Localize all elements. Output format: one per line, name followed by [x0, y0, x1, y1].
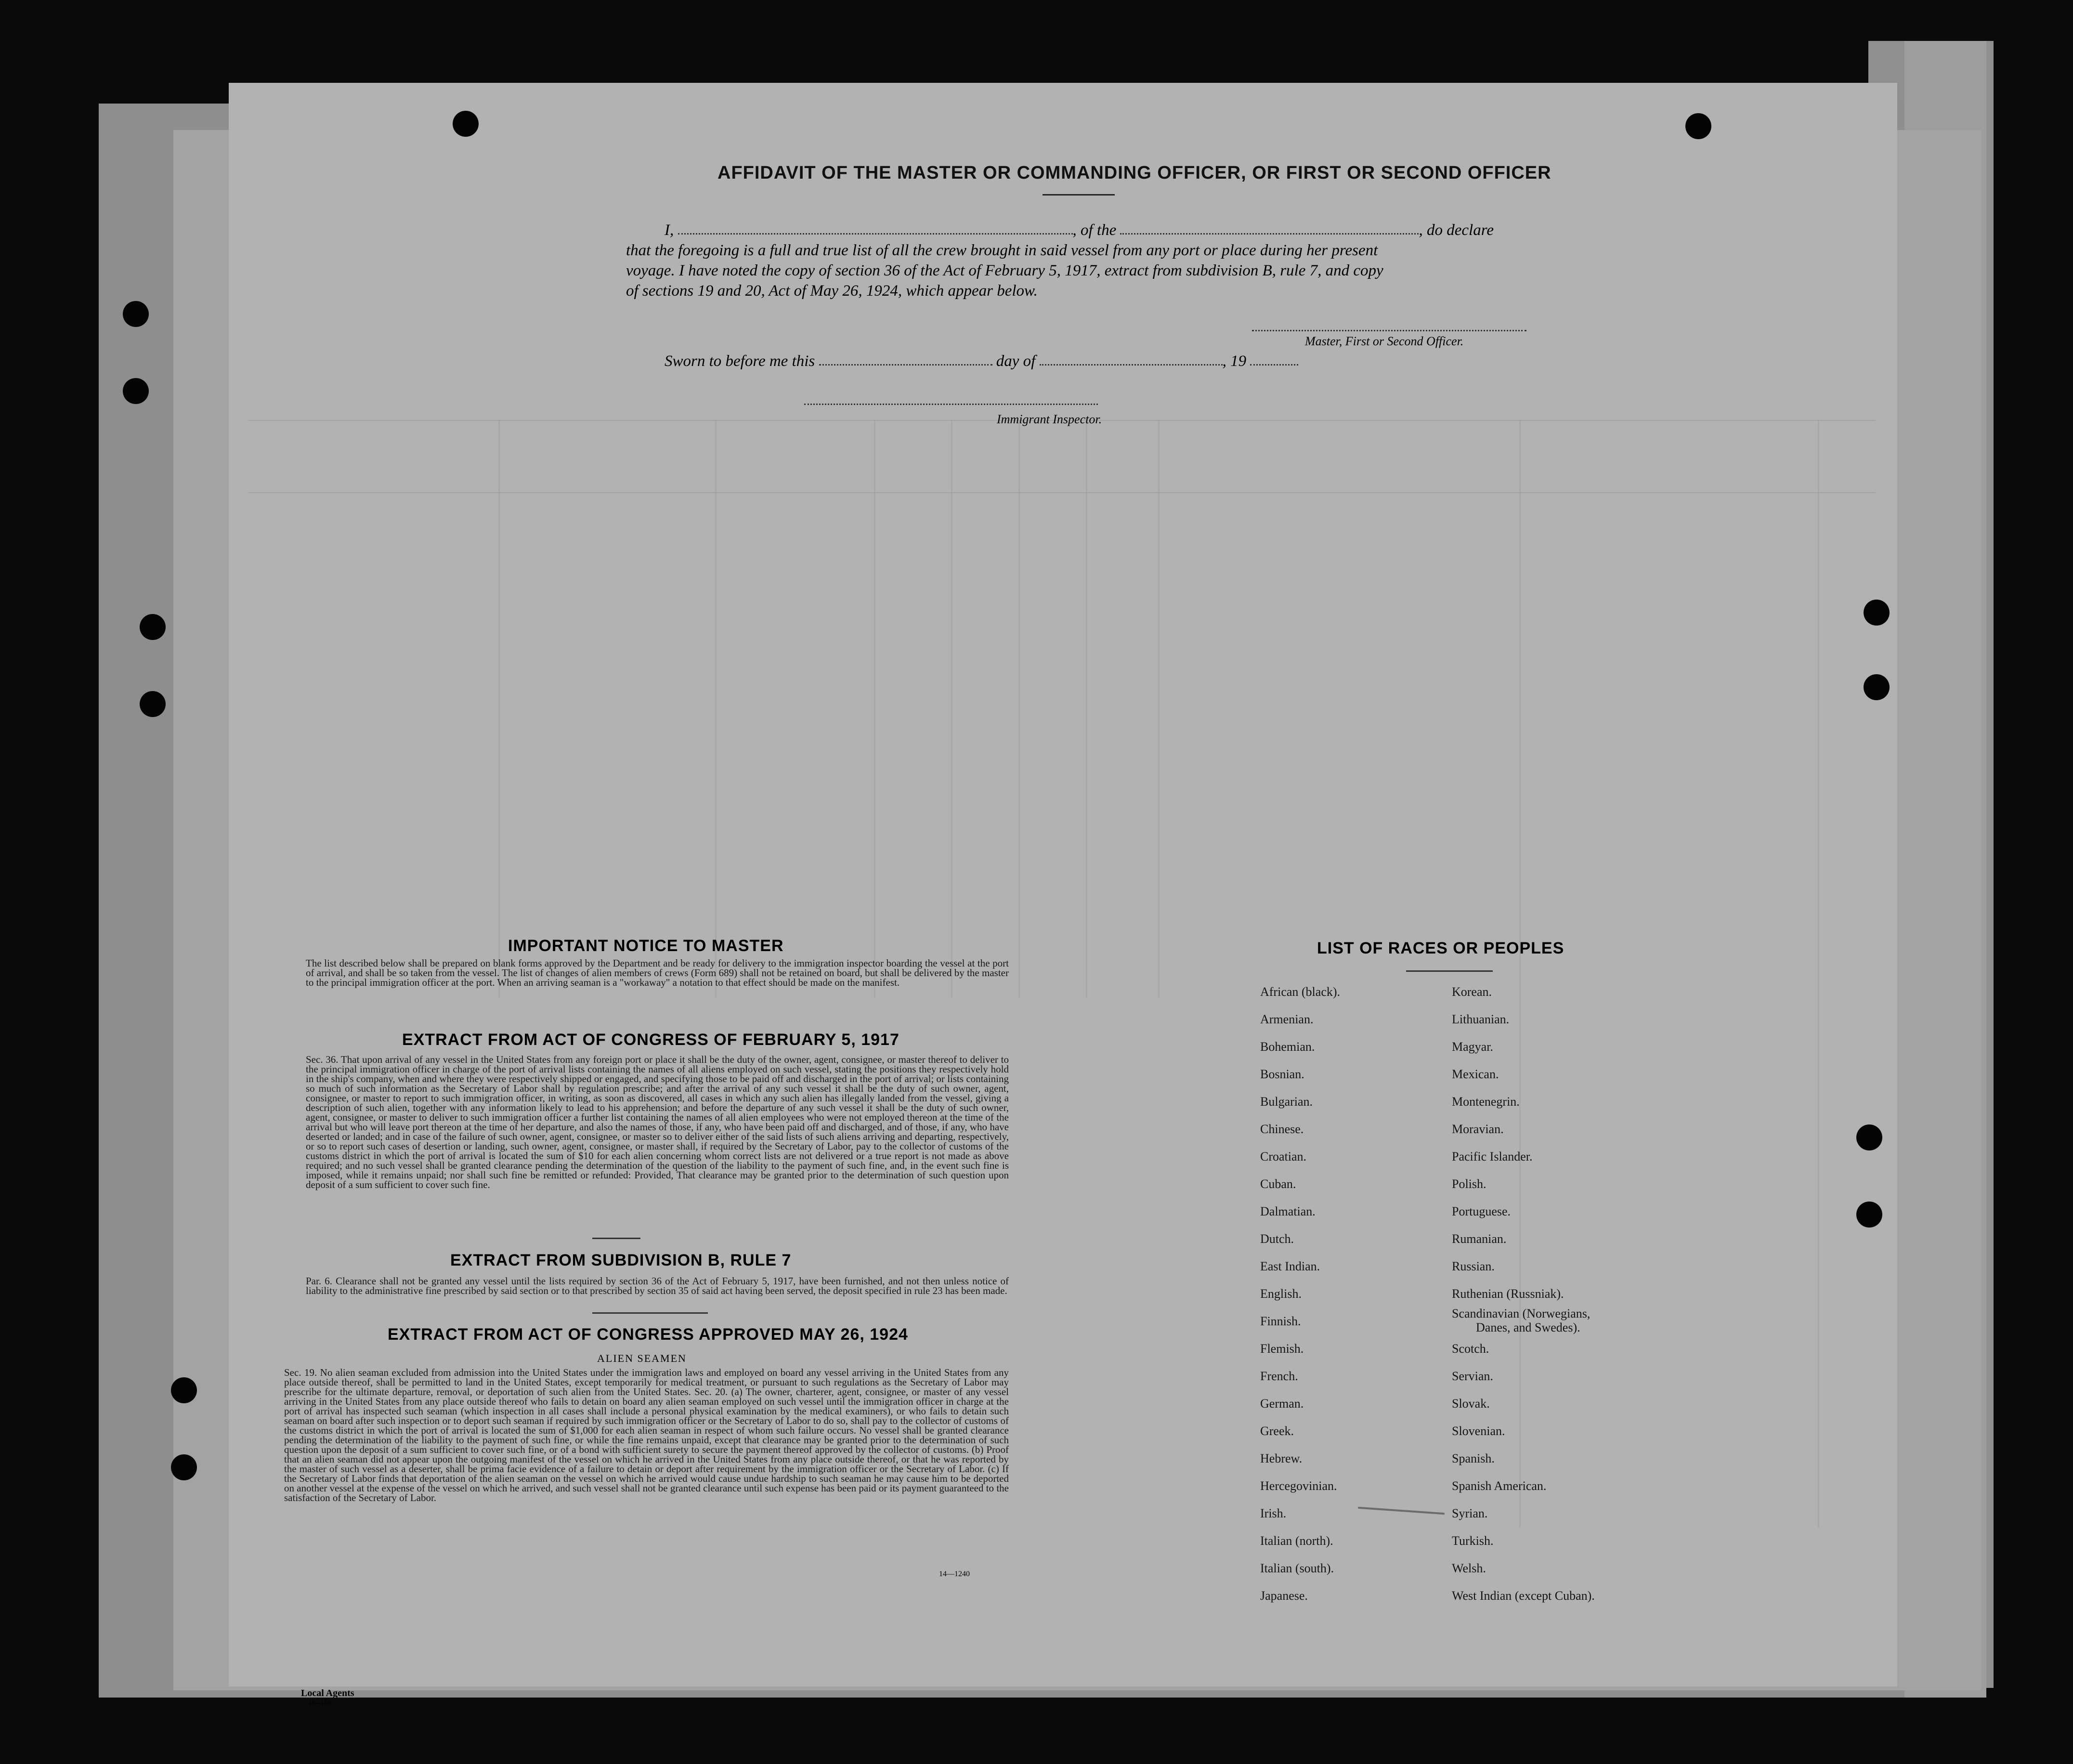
ghost-column [874, 420, 875, 998]
affidavit-body-2: voyage. I have noted the copy of section 36 of the Act of February 5, 1917, extract from subdivision B, rule 7, and copy [626, 262, 1383, 279]
extract-rule7-text: Par. 6. Clearance shall not be granted any vessel until the lists required by section 36 of the Act of February 5, 1917, have been furnished, and not then unless notice of liability to the administrative fine prescribed by said section or to that prescribed by section 35 of said act having been served, the deposit specified in rule 23 has been made. [306, 1275, 1009, 1296]
year-blank[interactable] [1250, 359, 1298, 366]
ghost-column [1018, 420, 1020, 998]
race-item: Slovenian. [1452, 1424, 1505, 1438]
races-title-rule [1406, 970, 1493, 972]
name-blank[interactable] [678, 228, 1073, 235]
race-item: Dutch. [1260, 1232, 1294, 1246]
race-item: Bohemian. [1260, 1040, 1315, 1054]
race-item: Rumanian. [1452, 1232, 1507, 1246]
races-title: LIST OF RACES OR PEOPLES [1317, 939, 1565, 957]
race-item: Slovak. [1452, 1397, 1490, 1411]
punch-hole [1864, 600, 1890, 626]
declaration-line [665, 222, 1494, 239]
race-item: Turkish. [1452, 1534, 1494, 1548]
race-item: Pacific Islander. [1452, 1150, 1533, 1163]
race-item: Cuban. [1260, 1177, 1296, 1191]
race-item: Korean. [1452, 985, 1492, 999]
extract-1917-text: Sec. 36. That upon arrival of any vessel in the United States from any foreign port or place it shall be the duty of the owner, agent, consignee, or master thereof to deliver to the principal immigration officer in charge of the port of arrival lists containing the names of all aliens employed on such vessel, stating the positions they respectively hold in the ship's company, when and where they were respectively shipped or engaged, and specifying those to be paid off and discharged in the port of arrival; or lists containing so much of such information as the Secretary of Labor shall by regulation prescribe; and after the arrival of any such vessel it shall be the duty of such owner, agent, consignee, or master to report to such immigration officer, in writing, as soon as discovered, all cases in which any such alien has illegally landed from the vessel, giving a description of such alien, together with any information likely to lead to his apprehension; and before the departure of any such vessel it shall be the duty of such owner, agent, consignee, or master to deliver to such immigration officer a further list containing the names of all alien employees who were not employed thereon at the time of the arrival but who will leave port thereon at the time of her departure, and also the names of those, if any, who have been paid off and discharged, and of those, if any, who have deserted or landed; and in case of the failure of such owner, agent, consignee, or master so to deliver either of the said lists of such aliens arriving and departing, respectively, or so to report such cases of desertion or landing, such owner, agent, consignee, or master shall, if required by the Secretary of Labor, pay to the collector of customs of the customs district in which the port of arrival is located the sum of $10 for each alien concerning whom correct lists are not delivered or a true report is not made as above required; and no such vessel shall be granted clearance pending the determination of the question of the liability to the payment of such fine, and, in the event such fine is imposed, while it remains unpaid; nor shall such fine be remitted or refunded: Provided, That clearance may be granted prior to the determination of such question upon deposit of a sum sufficient to cover such fine. [306, 1054, 1009, 1190]
race-item: Welsh. [1452, 1561, 1486, 1575]
race-item: Lithuanian. [1452, 1012, 1510, 1026]
race-item: Croatian. [1260, 1150, 1307, 1163]
year-prefix: , 19 [1222, 353, 1247, 370]
sworn-lead: Sworn to before me this [665, 353, 815, 370]
local-agents-label: Local Agents [301, 1688, 354, 1699]
punch-hole [1856, 1202, 1882, 1228]
race-item: Bosnian. [1260, 1067, 1304, 1081]
punch-hole [140, 691, 166, 717]
section-rule [592, 1312, 708, 1314]
punch-hole [453, 111, 479, 137]
month-blank[interactable] [1040, 359, 1223, 366]
race-item: Italian (south). [1260, 1561, 1334, 1575]
race-item: African (black). [1260, 985, 1341, 999]
race-item: Chinese. [1260, 1122, 1304, 1136]
race-item: Irish. [1260, 1506, 1287, 1520]
race-item: Bulgarian. [1260, 1095, 1313, 1109]
ghost-column [1086, 420, 1087, 998]
vessel-blank[interactable] [1120, 228, 1419, 235]
race-item: Scotch. [1452, 1342, 1489, 1356]
title-rule [1043, 194, 1115, 196]
affidavit-body-1: that the foregoing is a full and true list of all the crew brought in said vessel from any port or place during her present [626, 242, 1378, 259]
ghost-column [1158, 420, 1160, 998]
extract-1924-text: Sec. 19. No alien seaman excluded from admission into the United States under the immigration laws and employed on board any vessel arriving in the United States from any place outside thereof, shall be permitted to land in the United States, except temporarily for medical treatment, or pursuant to such regulations as the Secretary of Labor may prescribe for the ultimate departure, removal, or deportation of such alien from the United States. Sec. 20. (a) The owner, charterer, agent, consignee, or master of any vessel arriving in the United States from any place outside thereof who fails to detain on board any alien seaman employed on such vessel until the immigration officer in charge at the port of arrival has inspected such seaman (which inspection in all cases shall include a personal physical examination by the medical examiners), or who fails to detain such seaman on board after such inspection or to deport such seaman if required by such immigration officer or the Secretary of Labor to do so, shall pay to the collector of customs of the customs district in which the port of arrival is located the sum of $1,000 for each alien seaman in respect of whom such failure occurs. No vessel shall be granted clearance pending the determination of the liability to the payment of such fine, or while the fine remains unpaid, except that clearance may be granted prior to the determination of such question upon the deposit of a sum sufficient to cover such fine, or of a bond with sufficient surety to secure the payment thereof approved by the collector of customs. (b) Proof that an alien seaman did not appear upon the outgoing manifest of the vessel on which he arrived in the United States from any place outside thereof, or that he was reported by the master of such vessel as a deserter, shall be prima facie evidence of a failure to detain or deport after requirement by the immigration officer or the Secretary of Labor. (c) If the Secretary of Labor finds that deportation of the alien seaman on the vessel on which he arrived would cause undue hardship to such seaman he may cause him to be deported on another vessel at the expense of the vessel on which he arrived, and such vessel shall not be granted clearance until such expense has been paid or its payment guaranteed to the satisfaction of the Secretary of Labor. [284, 1367, 1009, 1503]
form-number: 14—1240 [939, 1570, 970, 1578]
race-item: Magyar. [1452, 1040, 1493, 1054]
ghost-row [248, 492, 1876, 493]
race-item: Montenegrin. [1452, 1095, 1520, 1109]
race-item: East Indian. [1260, 1259, 1320, 1273]
punch-hole [1856, 1124, 1882, 1150]
race-item: Scandinavian (Norwegians, [1452, 1307, 1591, 1320]
master-signature-line[interactable] [1252, 330, 1526, 333]
declare-lead: I, [665, 222, 674, 239]
section-rule [592, 1238, 640, 1239]
race-item: Portuguese. [1452, 1204, 1511, 1218]
punch-hole [123, 301, 149, 327]
race-item: English. [1260, 1287, 1302, 1301]
alien-seamen-subtitle: ALIEN SEAMEN [597, 1352, 687, 1364]
race-item: Spanish American. [1452, 1479, 1547, 1493]
race-item: Mexican. [1452, 1067, 1499, 1081]
race-item: Greek. [1260, 1424, 1294, 1438]
extract-1917-title: EXTRACT FROM ACT OF CONGRESS OF FEBRUARY 5, 1917 [402, 1031, 900, 1049]
notice-title: IMPORTANT NOTICE TO MASTER [508, 937, 784, 955]
local-agents-form: 14—1240 [308, 1699, 333, 1706]
master-caption: Master, First or Second Officer. [1305, 334, 1464, 348]
day-blank[interactable] [819, 359, 992, 366]
race-item: Dalmatian. [1260, 1204, 1316, 1218]
race-item: French. [1260, 1369, 1298, 1383]
race-item: Armenian. [1260, 1012, 1314, 1026]
punch-hole [171, 1377, 197, 1403]
race-item: Hebrew. [1260, 1451, 1303, 1465]
race-item: Finnish. [1260, 1314, 1301, 1328]
sworn-line [665, 353, 1298, 370]
punch-hole [123, 378, 149, 404]
ghost-column [498, 420, 500, 998]
punch-hole [140, 614, 166, 640]
inspector-caption: Immigrant Inspector. [997, 412, 1102, 426]
day-of-label: day of [996, 353, 1036, 370]
race-item: West Indian (except Cuban). [1452, 1589, 1595, 1603]
race-item: Ruthenian (Russniak). [1452, 1287, 1564, 1301]
race-item: Russian. [1452, 1259, 1495, 1273]
affidavit-title: AFFIDAVIT OF THE MASTER OR COMMANDING OFFICER, OR FIRST OR SECOND OFFICER [717, 163, 1551, 183]
race-item: German. [1260, 1397, 1304, 1411]
ghost-column [715, 420, 717, 998]
punch-hole [1685, 113, 1711, 139]
race-item: Danes, and Swedes). [1476, 1320, 1580, 1334]
affidavit-body-3: of sections 19 and 20, Act of May 26, 1924, which appear below. [626, 282, 1038, 300]
punch-hole [1864, 674, 1890, 700]
inspector-signature-line[interactable] [804, 404, 1098, 406]
notice-text: The list described below shall be prepared on blank forms approved by the Department and be ready for delivery to the immigration inspector boarding the vessel at the port of arrival, and shall be so taken from the vessel. The list of changes of alien members of crews (Form 689) shall not be retained on board, but shall be delivered by the master to the principal immigration officer at the port. When an arriving seaman is a "workaway" a notation to that effect should be made on the manifest. [306, 957, 1009, 988]
of-the-label: , of the [1072, 222, 1117, 239]
do-declare-label: , do declare [1419, 222, 1494, 239]
punch-hole [171, 1454, 197, 1480]
race-item: Hercegovinian. [1260, 1479, 1337, 1493]
race-item: Servian. [1452, 1369, 1493, 1383]
race-item: Japanese. [1260, 1589, 1308, 1603]
race-item: Syrian. [1452, 1506, 1488, 1520]
race-item: Flemish. [1260, 1342, 1304, 1356]
ghost-column [1818, 420, 1819, 1528]
race-item: Italian (north). [1260, 1534, 1333, 1548]
race-item: Polish. [1452, 1177, 1486, 1191]
extract-rule7-title: EXTRACT FROM SUBDIVISION B, RULE 7 [450, 1251, 792, 1269]
race-item: Moravian. [1452, 1122, 1504, 1136]
ghost-column [1519, 420, 1521, 1528]
ghost-column [951, 420, 952, 998]
race-item: Spanish. [1452, 1451, 1495, 1465]
extract-1924-title: EXTRACT FROM ACT OF CONGRESS APPROVED MAY 26, 1924 [388, 1325, 908, 1344]
